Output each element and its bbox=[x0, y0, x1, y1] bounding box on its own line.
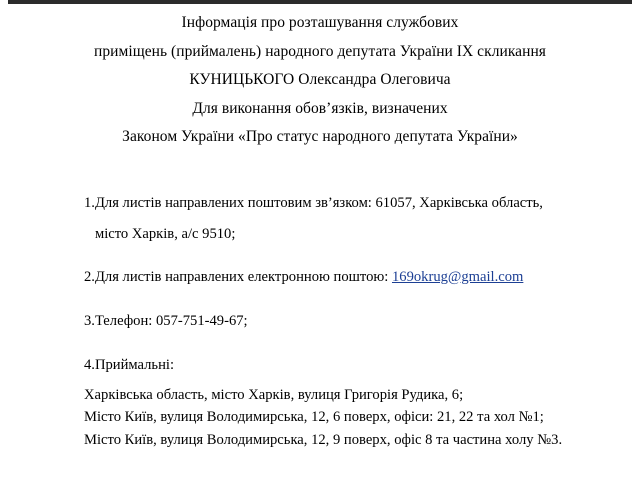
list-item bbox=[84, 188, 620, 250]
heading-line-4: Для виконання обов’язків, визначених bbox=[192, 99, 448, 117]
heading-line-2: приміщень (приймалень) народного депутата України IX скликання bbox=[94, 42, 546, 60]
email-link[interactable]: 169okrug@gmail.com bbox=[391, 268, 524, 285]
list-item-content bbox=[95, 350, 620, 381]
phone-line: Телефон: 057-751-49-67; bbox=[94, 312, 248, 329]
spacer bbox=[84, 250, 620, 262]
heading-line-3: КУНИЦЬКОГО Олександра Олеговича bbox=[189, 71, 451, 88]
address-list bbox=[0, 384, 640, 452]
list-item-content bbox=[95, 262, 620, 293]
address-line: Місто Київ, вулиця Володимирська, 12, 9 поверх, офіс 8 та частина холу №3. bbox=[84, 431, 563, 448]
list-item-line bbox=[95, 262, 620, 293]
list-item-marker: 1. bbox=[84, 194, 95, 211]
address-line: Місто Київ, вулиця Володимирська, 12, 6 поверх, офіси: 21, 22 та хол №1; bbox=[84, 409, 544, 425]
address-line: Харківська область, місто Харків, вулиця Григорія Рудика, 6; bbox=[84, 386, 464, 403]
list-item bbox=[84, 306, 620, 337]
list-item-content bbox=[95, 306, 620, 337]
list-item-line: Для листів направлених поштовим зв’язком: 61057, Харківська область, bbox=[94, 194, 543, 211]
heading-line-1: Інформація про розташування службових bbox=[181, 14, 459, 31]
list-item-content bbox=[95, 188, 620, 250]
list-item bbox=[84, 350, 620, 381]
email-label: Для листів направлених електронною поштою: bbox=[94, 268, 392, 285]
list-item-marker: 3. bbox=[84, 312, 95, 329]
list-item-line: місто Харків, а/с 9510; bbox=[94, 225, 236, 242]
list-item-marker: 4. bbox=[84, 356, 95, 373]
spacer bbox=[84, 293, 620, 306]
list-item-marker: 2. bbox=[84, 268, 95, 285]
list-item bbox=[84, 262, 620, 293]
heading-line-5: Законом України «Про статус народного депутата України» bbox=[122, 128, 518, 145]
document-body bbox=[0, 188, 640, 381]
receptions-label: Приймальні: bbox=[94, 356, 175, 373]
document-heading bbox=[0, 4, 640, 152]
document-page bbox=[0, 4, 640, 498]
spacer bbox=[84, 337, 620, 350]
